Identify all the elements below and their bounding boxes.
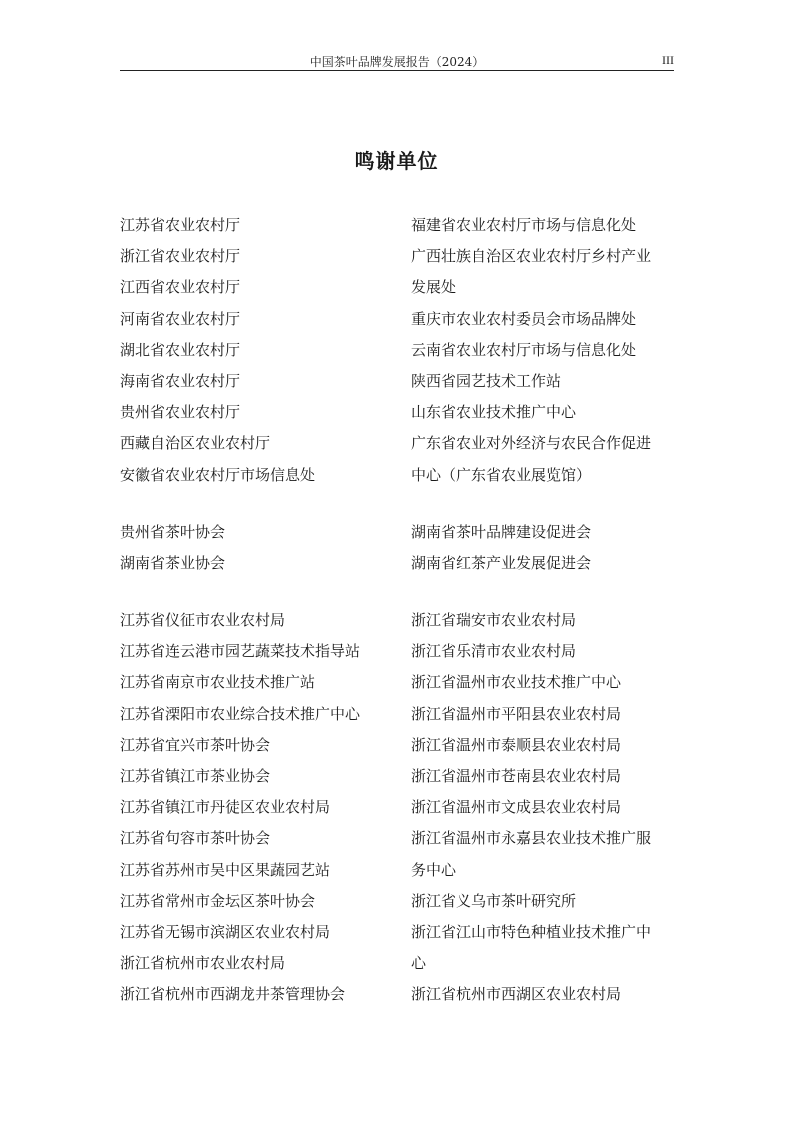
list-item: 浙江省瑞安市农业农村局 [411,611,577,629]
list-item: 浙江省义乌市茶叶研究所 [411,891,577,910]
list-item: 陕西省园艺技术工作站 [411,371,562,390]
list-item: 务中心 [411,860,457,879]
list-item: 海南省农业农村厅 [120,371,241,390]
right-column [411,605,681,1010]
page-title: 鸣谢单位 [354,149,439,173]
list-item: 浙江省杭州市西湖龙井茶管理协会 [120,985,346,1004]
list-item: 江苏省常州市金坛区茶叶协会 [120,891,316,910]
list-item: 广东省农业对外经济与农民合作促进 [411,434,652,453]
right-column [411,517,681,579]
header-title: 中国茶叶品牌发展报告（2024） [309,55,485,69]
list-item: 江西省农业农村厅 [120,278,241,297]
left-column [120,517,400,579]
list-item: 广西壮族自治区农业农村厅乡村产业 [411,247,652,266]
left-column [120,605,400,1010]
list-item: 浙江省农业农村厅 [120,247,241,266]
list-item: 湖北省农业农村厅 [120,340,241,359]
list-item: 贵州省茶叶协会 [120,523,226,541]
list-item: 山东省农业技术推广中心 [411,403,577,422]
list-item: 湖南省红茶产业发展促进会 [411,554,592,573]
list-item: 江苏省南京市农业技术推广站 [120,673,316,692]
list-item: 发展处 [411,278,457,297]
list-item: 湖南省茶叶品牌建设促进会 [411,523,592,541]
list-item: 浙江省江山市特色种植业技术推广中 [411,922,652,941]
page-number: III [662,53,674,67]
right-column [411,210,681,491]
list-item: 浙江省杭州市农业农村局 [120,954,286,973]
list-item: 江苏省溧阳市农业综合技术推广中心 [120,704,361,723]
list-item: 浙江省乐清市农业农村局 [411,642,577,661]
page-header [120,50,674,71]
list-item: 心 [411,954,427,973]
list-item: 湖南省茶业协会 [120,554,226,573]
list-item: 江苏省宜兴市茶叶协会 [120,735,271,754]
list-item: 河南省农业农村厅 [120,309,241,328]
list-item: 云南省农业农村厅市场与信息化处 [411,340,637,359]
list-item: 浙江省温州市苍南县农业农村局 [411,766,622,785]
list-item: 贵州省农业农村厅 [120,403,241,422]
list-item: 浙江省温州市永嘉县农业技术推广服 [411,829,652,848]
list-item: 重庆市农业农村委员会市场品牌处 [411,309,637,328]
list-item: 安徽省农业农村厅市场信息处 [120,465,316,484]
list-item: 浙江省温州市农业技术推广中心 [411,673,622,692]
list-item: 江苏省农业农村厅 [120,216,241,234]
list-item: 江苏省镇江市丹徒区农业农村局 [120,798,331,817]
list-item: 浙江省温州市平阳县农业农村局 [411,704,622,723]
list-item: 江苏省连云港市园艺蔬菜技术指导站 [120,642,361,661]
list-item: 浙江省杭州市西湖区农业农村局 [411,985,622,1004]
list-item: 浙江省温州市泰顺县农业农村局 [411,735,622,754]
list-item: 西藏自治区农业农村厅 [120,434,271,453]
list-item: 中心（广东省农业展览馆） [411,465,592,484]
list-item: 江苏省苏州市吴中区果蔬园艺站 [120,860,331,879]
left-column [120,210,400,491]
list-item: 浙江省温州市文成县农业农村局 [411,798,622,817]
list-item: 江苏省无锡市滨湖区农业农村局 [120,922,331,941]
list-item: 江苏省句容市茶叶协会 [120,829,271,848]
list-item: 福建省农业农村厅市场与信息化处 [411,216,637,234]
list-item: 江苏省镇江市茶业协会 [120,766,271,785]
list-item: 江苏省仪征市农业农村局 [120,611,286,629]
